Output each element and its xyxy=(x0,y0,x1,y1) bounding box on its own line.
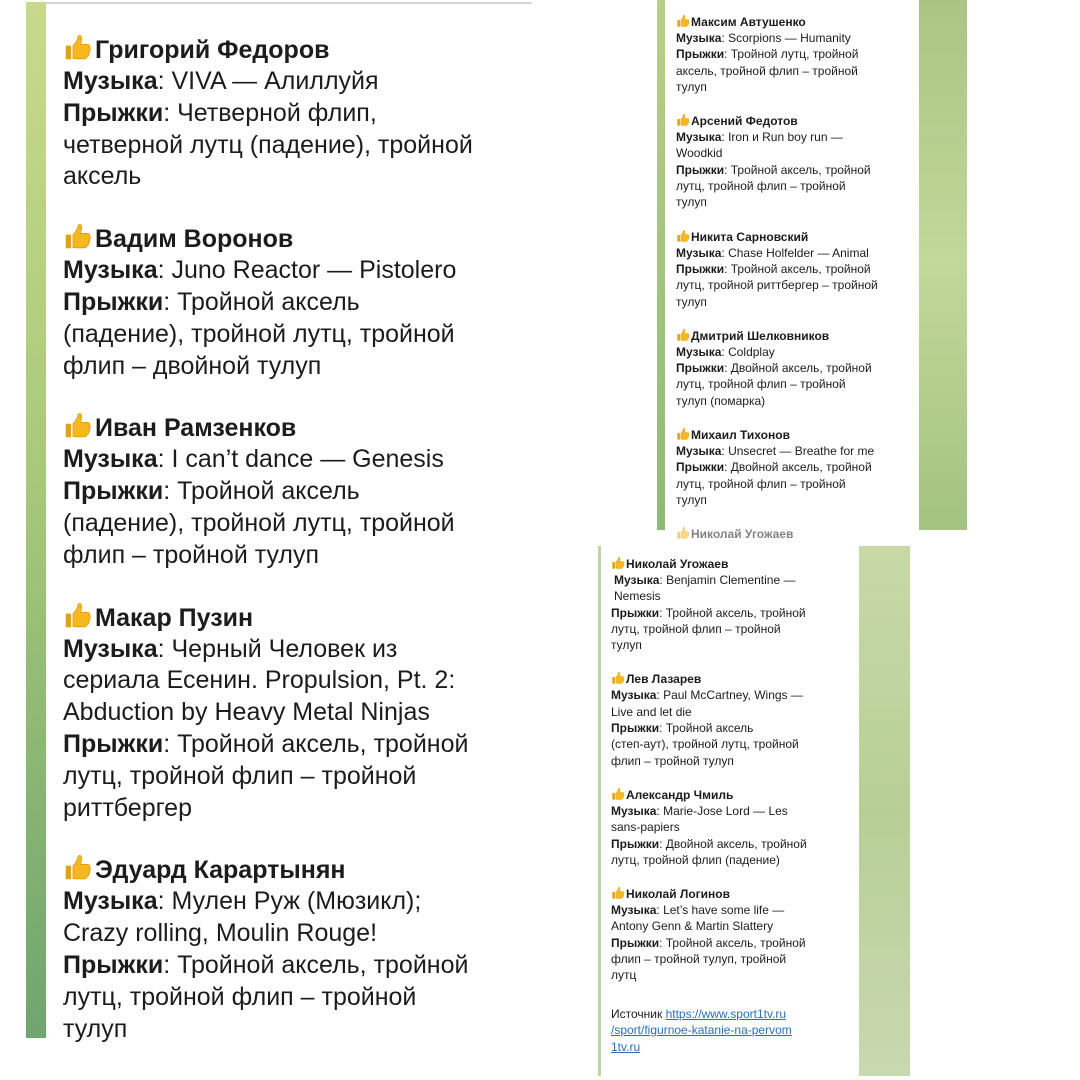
music-line-label: Музыка xyxy=(63,67,158,95)
jumps-line-label: Прыжки xyxy=(611,836,660,851)
jumps-line-label: Прыжки xyxy=(676,47,725,62)
message-bubble xyxy=(46,4,532,1043)
jumps-line-label: Прыжки xyxy=(676,261,725,276)
jumps-line: аксель xyxy=(63,162,142,191)
skater-entry xyxy=(676,14,919,95)
source-label: Источник xyxy=(611,1006,663,1021)
jumps-line: Прыжки: Тройной аксель, тройной xyxy=(676,162,871,177)
jumps-line: Прыжки: Двойной аксель, тройной xyxy=(676,361,872,376)
thumbs-up-icon xyxy=(676,113,690,127)
jumps-line: лутц, тройной риттбергер – тройной xyxy=(676,278,878,293)
music-line-label: Музыка xyxy=(676,130,722,145)
jumps-line: Прыжки: Тройной аксель xyxy=(63,477,360,506)
chat-wallpaper xyxy=(859,546,910,1076)
music-line-label: Музыка xyxy=(676,444,722,459)
chat-wallpaper xyxy=(919,0,967,530)
music-line: сериала Есенин. Propulsion, Pt. 2: xyxy=(63,666,456,695)
jumps-line-label: Прыжки xyxy=(611,935,660,950)
jumps-line: Прыжки: Тройной аксель, тройной xyxy=(676,261,871,276)
music-line: Музыка: Marie-Jose Lord — Les xyxy=(611,803,788,818)
skater-name: Макар Пузин xyxy=(63,601,532,634)
skater-entry xyxy=(676,427,919,508)
jumps-line: Прыжки: Тройной аксель, тройной xyxy=(63,729,469,758)
thumbs-up-icon xyxy=(63,853,92,882)
jumps-line: Прыжки: Тройной аксель, тройной xyxy=(611,935,806,950)
thumbs-up-icon xyxy=(63,601,92,630)
skater-name: Арсений Федотов xyxy=(676,113,919,129)
jumps-line: аксель, тройной флип – тройной xyxy=(676,63,858,78)
message-panel-large xyxy=(26,2,532,1043)
skater-entry xyxy=(63,222,532,382)
music-line-label: Музыка xyxy=(611,688,657,703)
skater-name: Николай Угожаев xyxy=(611,556,859,572)
jumps-line-label: Прыжки xyxy=(676,361,725,376)
skater-entry xyxy=(611,556,859,653)
jumps-line-label: Прыжки xyxy=(63,950,164,979)
source-link[interactable]: https://www.sport1tv.ru /sport/figurnoe-katanie-na-pervom 1tv.ru xyxy=(611,1006,792,1054)
jumps-line: лутц, тройной флип – тройной xyxy=(676,377,846,392)
jumps-line: лутц, тройной флип – тройной xyxy=(611,621,781,636)
source-line xyxy=(611,1006,859,1056)
jumps-line: тулуп xyxy=(676,195,707,210)
thumbs-up-icon xyxy=(676,229,690,243)
message-panel-top-right xyxy=(657,0,967,542)
music-line: Музыка: Chase Holfelder — Animal xyxy=(676,245,869,260)
skater-name: Александр Чмиль xyxy=(611,787,859,803)
music-line: Live and let die xyxy=(611,704,692,719)
music-line-label: Музыка xyxy=(676,31,722,45)
music-line: Antony Genn & Martin Slattery xyxy=(611,919,774,934)
thumbs-up-icon xyxy=(63,222,92,251)
skater-entry xyxy=(676,229,919,310)
jumps-line: лутц, тройной флип – тройной xyxy=(63,982,417,1011)
music-line: Музыка: Let’s have some life — xyxy=(611,903,785,918)
jumps-line-label: Прыжки xyxy=(611,605,660,620)
jumps-line: Прыжки: Тройной аксель, тройной xyxy=(611,605,806,620)
music-line: Музыка: Juno Reactor — Pistolero xyxy=(63,256,457,285)
jumps-line-label: Прыжки xyxy=(676,460,725,475)
music-line-label: Музыка xyxy=(63,887,158,916)
jumps-line: лутц, тройной флип – тройной xyxy=(676,476,846,491)
music-line: Музыка: Unsecret — Breathe for me xyxy=(676,444,875,459)
chat-background-edge xyxy=(26,2,46,1038)
music-line-label: Музыка xyxy=(63,445,158,474)
skater-name: Дмитрий Шелковников xyxy=(676,328,919,344)
thumbs-up-icon xyxy=(611,671,625,685)
skater-entry xyxy=(676,328,919,409)
thumbs-up-icon xyxy=(676,427,690,441)
jumps-line: Прыжки: Четверной флип, xyxy=(63,98,377,127)
music-line: Музыка: Benjamin Clementine — xyxy=(614,573,796,587)
jumps-line: флип – тройной тулуп xyxy=(611,753,734,768)
music-line-label: Музыка xyxy=(676,245,722,260)
music-line: Музыка: Черный Человек из xyxy=(63,634,398,663)
jumps-line: лутц, тройной флип – тройной xyxy=(63,761,417,790)
jumps-line: тулуп (помарка) xyxy=(676,393,766,408)
jumps-line: Прыжки: Тройной аксель, тройной xyxy=(63,950,469,979)
music-line-label: Музыка xyxy=(63,256,158,285)
jumps-line-label: Прыжки xyxy=(63,729,164,758)
music-line-label: Музыка xyxy=(614,573,660,587)
skater-name: Эдуард Карартынян xyxy=(63,853,532,886)
skater-name: Никита Сарновский xyxy=(676,229,919,245)
thumbs-up-icon xyxy=(63,411,92,440)
music-line: Музыка: Iron и Run boy run — xyxy=(676,130,843,145)
thumbs-up-icon xyxy=(611,787,625,801)
music-line: Abduction by Heavy Metal Ninjas xyxy=(63,698,430,727)
jumps-line-label: Прыжки xyxy=(676,162,725,177)
skater-name: Григорий Федоров xyxy=(63,33,532,66)
jumps-line: (падение), тройной лутц, тройной xyxy=(63,319,455,348)
thumbs-up-icon xyxy=(676,328,690,342)
jumps-line: тулуп xyxy=(676,294,707,309)
jumps-line: Прыжки: Тройной аксель xyxy=(63,287,360,316)
music-line: Crazy rolling, Moulin Rouge! xyxy=(63,919,378,948)
music-line: Музыка: Coldplay xyxy=(676,344,775,359)
skater-name: Николай Логинов xyxy=(611,886,859,902)
skater-entry xyxy=(611,671,859,768)
jumps-line: лутц, тройной флип – тройной xyxy=(676,179,846,194)
jumps-line: флип – тройной тулуп xyxy=(63,540,320,569)
thumbs-up-icon xyxy=(63,33,92,62)
skater-entry xyxy=(63,411,532,571)
message-bubble xyxy=(665,0,919,542)
jumps-line: тулуп xyxy=(676,79,707,94)
music-line: Музыка: I can’t dance — Genesis xyxy=(63,445,444,474)
music-line-label: Музыка xyxy=(611,903,657,918)
music-line-label: Музыка xyxy=(63,634,158,663)
music-line: Музыка: Paul McCartney, Wings — xyxy=(611,688,803,703)
skater-entry xyxy=(63,601,532,825)
message-panel-bottom-right xyxy=(598,546,910,1076)
jumps-line: (падение), тройной лутц, тройной xyxy=(63,508,455,537)
skater-list xyxy=(611,556,859,984)
jumps-line: флип – двойной тулуп xyxy=(63,351,322,380)
jumps-line: Прыжки: Двойной аксель, тройной xyxy=(611,836,807,851)
jumps-line: лутц, тройной флип (падение) xyxy=(611,852,780,867)
music-line: Nemesis xyxy=(614,589,661,604)
jumps-line: тулуп xyxy=(676,492,707,507)
jumps-line: тулуп xyxy=(611,638,642,653)
skater-entry xyxy=(611,886,859,983)
jumps-line: (степ-аут), тройной лутц, тройной xyxy=(611,737,799,752)
skater-name: Иван Рамзенков xyxy=(63,411,532,444)
skater-name: Максим Автушенко xyxy=(676,14,919,30)
jumps-line: флип – тройной тулуп, тройной xyxy=(611,952,787,967)
jumps-line-label: Прыжки xyxy=(63,287,164,316)
jumps-line: Прыжки: Тройной лутц, тройной xyxy=(676,47,859,62)
jumps-line: четверной лутц (падение), тройной xyxy=(63,130,473,159)
skater-name: Вадим Воронов xyxy=(63,222,532,255)
thumbs-up-icon xyxy=(611,556,625,570)
jumps-line: Прыжки: Тройной аксель xyxy=(611,721,754,736)
skater-entry xyxy=(63,853,532,1045)
message-bubble xyxy=(601,546,859,1076)
jumps-line-label: Прыжки xyxy=(63,98,164,127)
jumps-line-label: Прыжки xyxy=(611,721,660,736)
music-line: Woodkid xyxy=(676,146,723,161)
skater-list xyxy=(63,33,532,1045)
skater-name-cutoff: Николай Угожаев xyxy=(676,526,919,534)
jumps-line-label: Прыжки xyxy=(63,477,164,506)
thumbs-up-icon xyxy=(676,14,690,28)
thumbs-up-icon xyxy=(676,526,690,540)
chat-background-edge xyxy=(657,0,665,530)
music-line-label: Музыка xyxy=(676,344,722,359)
jumps-line: лутц xyxy=(611,968,637,983)
skater-entry xyxy=(676,113,919,210)
skater-list xyxy=(676,14,919,508)
music-line: Музыка: Мулен Руж (Мюзикл); xyxy=(63,887,422,916)
music-line-label: Музыка xyxy=(611,803,657,818)
music-line: Музыка: Scorpions — Humanity xyxy=(676,31,851,45)
skater-entry xyxy=(63,33,532,193)
music-line: Музыка: VIVA — Алиллуйя xyxy=(63,67,379,95)
thumbs-up-icon xyxy=(611,886,625,900)
music-line: sans-papiers xyxy=(611,820,680,835)
jumps-line: тулуп xyxy=(63,1014,128,1043)
jumps-line: Прыжки: Двойной аксель, тройной xyxy=(676,460,872,475)
skater-name: Михаил Тихонов xyxy=(676,427,919,443)
skater-name: Лев Лазарев xyxy=(611,671,859,687)
skater-entry xyxy=(611,787,859,868)
jumps-line: риттбергер xyxy=(63,793,192,822)
